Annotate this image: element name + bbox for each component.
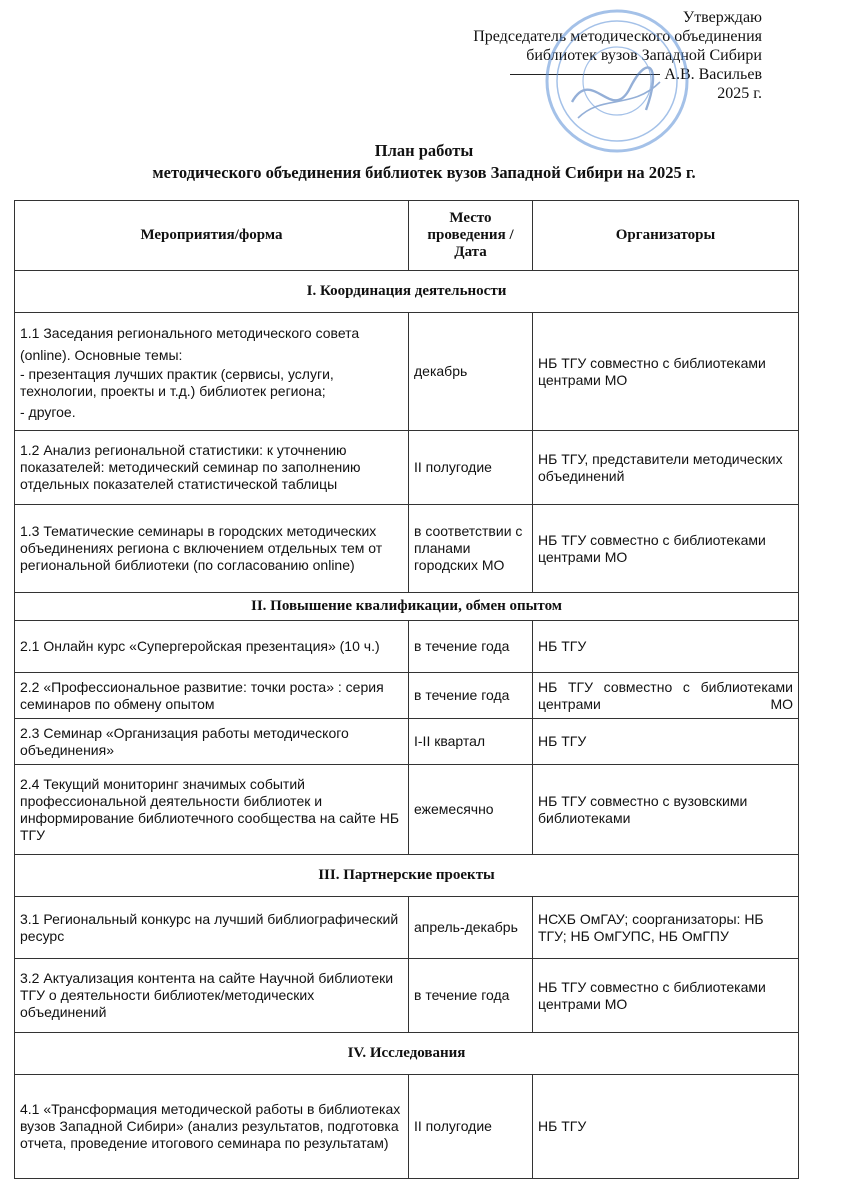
activity-cell: 2.4 Текущий мониторинг значимых событий профессиональной деятельности библиотек и информирование библиотечного сообщества на сайте НБ ТГУ [15,765,409,855]
approval-label: Утверждаю [682,9,762,26]
approval-position: Председатель методического объединения [473,28,762,45]
document-title [0,140,848,184]
place-cell: в соответствии с планами городских МО [409,505,533,593]
table-row [15,719,799,765]
section-title: II. Повышение квалификации, обмен опытом [15,593,799,621]
table-header-row [15,201,799,271]
organizers-cell: НБ ТГУ [533,621,799,673]
activity-cell: 1.2 Анализ региональной статистики: к уточнению показателей: методический семинар по заполнению отдельных показателей статистической таблицы [15,431,409,505]
section-title: IV. Исследования [15,1033,799,1075]
organizers-cell: НБ ТГУ совместно с библиотеками центрами МО [533,505,799,593]
place-cell: ежемесячно [409,765,533,855]
title-line-2: методического объединения библиотек вузов Западной Сибири на 2025 г. [152,163,696,182]
activity-cell: 3.1 Региональный конкурс на лучший библиографический ресурс [15,897,409,959]
title-line-1: План работы [374,141,474,160]
activity-text: 1.1 Заседания регионального методического совета (online). Основные темы: [20,325,360,363]
activity-cell: 2.2 «Профессиональное развитие: точки роста» : серия семинаров по обмену опытом [15,673,409,719]
header-organizers: Организаторы [533,201,799,271]
activity-text: - презентация лучших практик (сервисы, услуги, технологии, проекты и т.д.) библиотек региона; [20,366,334,399]
header-place: Место проведения / Дата [409,201,533,271]
table-row [15,897,799,959]
activity-cell: 4.1 «Трансформация методической работы в библиотеках вузов Западной Сибири» (анализ результатов, подготовка отчета, проведение итогового семинара по результатам) [15,1075,409,1179]
activity-cell: 2.1 Онлайн курс «Супергеройская презентация» (10 ч.) [15,621,409,673]
table-row [15,1075,799,1179]
place-cell: декабрь [409,313,533,431]
place-cell: I-II квартал [409,719,533,765]
section-row [15,271,799,313]
place-cell: II полугодие [409,1075,533,1179]
approval-signatory [473,65,762,84]
signatory-name: А.В. Васильев [664,66,762,83]
organizers-cell: НБ ТГУ [533,719,799,765]
header-activity: Мероприятия/форма [15,201,409,271]
organizers-cell: НБ ТГУ совместно с библиотеками центрами МО [533,959,799,1033]
place-cell: II полугодие [409,431,533,505]
section-row [15,593,799,621]
section-row [15,855,799,897]
activity-cell [15,313,409,431]
place-cell: в течение года [409,959,533,1033]
activity-cell: 1.3 Тематические семинары в городских методических объединениях региона с включением отдельных тем от региональной библиотеки (по согласованию online) [15,505,409,593]
place-cell: апрель-декабрь [409,897,533,959]
work-plan-table [14,200,799,1179]
activity-text: - другое. [20,404,76,420]
section-row [15,1033,799,1075]
organizers-cell: НБ ТГУ совместно с библиотеками центрами МО [533,673,799,719]
signature-line [510,74,660,75]
organizers-cell: НБ ТГУ [533,1075,799,1179]
table-row [15,431,799,505]
organizers-cell: НБ ТГУ совместно с библиотеками центрами МО [533,313,799,431]
organizers-cell: НСХБ ОмГАУ; соорганизаторы: НБ ТГУ; НБ ОмГУПС, НБ ОмГПУ [533,897,799,959]
approval-organization: библиотек вузов Западной Сибири [526,47,762,64]
activity-cell: 3.2 Актуализация контента на сайте Научной библиотеки ТГУ о деятельности библиотек/методических объединений [15,959,409,1033]
place-cell: в течение года [409,673,533,719]
organizers-cell: НБ ТГУ совместно с вузовскими библиотеками [533,765,799,855]
organizers-cell: НБ ТГУ, представители методических объединений [533,431,799,505]
table-row [15,621,799,673]
table-row [15,765,799,855]
section-title: I. Координация деятельности [15,271,799,313]
table-row [15,505,799,593]
table-row [15,673,799,719]
activity-cell: 2.3 Семинар «Организация работы методического объединения» [15,719,409,765]
table-row [15,959,799,1033]
place-cell: в течение года [409,621,533,673]
table-row [15,313,799,431]
approval-year: 2025 г. [717,85,762,102]
approval-block [473,8,762,103]
section-title: III. Партнерские проекты [15,855,799,897]
